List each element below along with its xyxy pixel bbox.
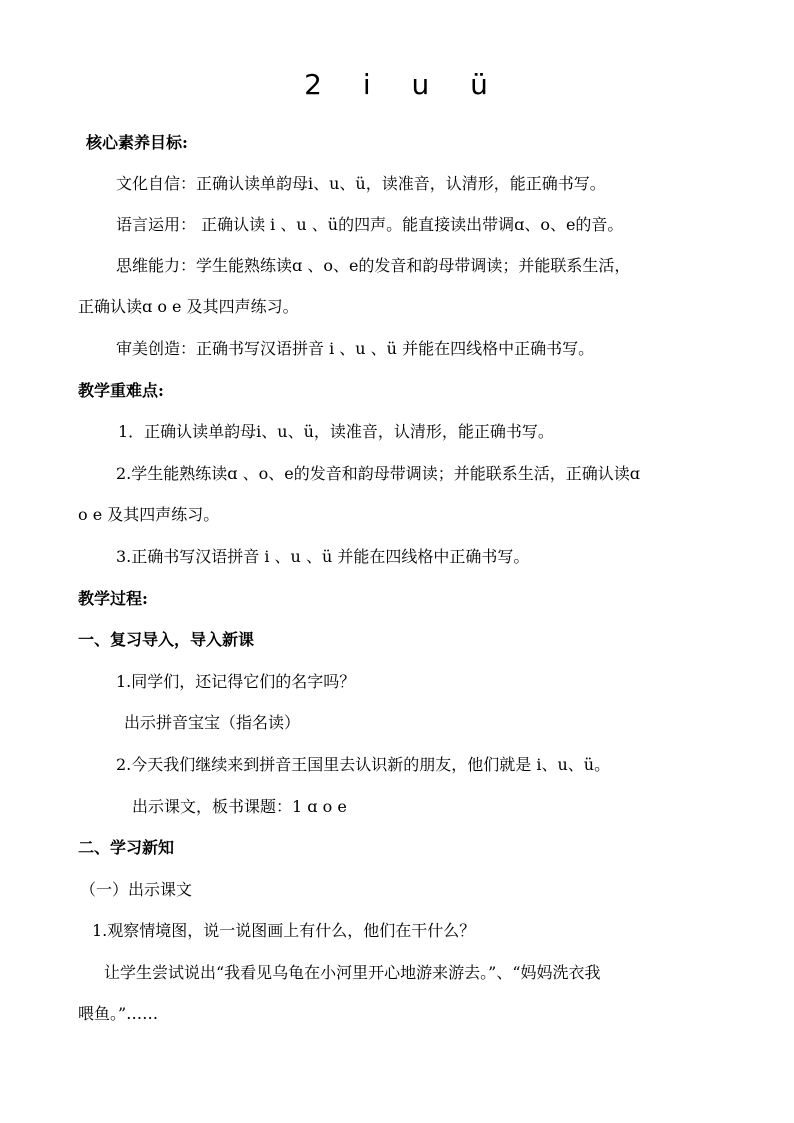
section-2-heading: 二、学习新知 (78, 838, 175, 857)
process-heading: 教学过程: (78, 589, 148, 608)
section-2-subheading: （一）出示课文 (80, 880, 193, 899)
core-goal-thinking-cont: 正确认读ɑ o e 及其四声练习。 (78, 297, 299, 316)
section-1-item-1-note: 出示拼音宝宝（指名读） (124, 713, 301, 732)
core-goal-language: 语言运用： 正确认读 i 、u 、ü的四声。能直接读出带调ɑ、o、e的音。 (116, 215, 624, 234)
section-2-item-1-example: 让学生尝试说出“我看见乌龟在小河里开心地游来游去。”、“妈妈洗衣我 (104, 963, 601, 982)
core-goal-culture: 文化自信：正确认读单韵母i、u、ü，读准音，认清形，能正确书写。 (116, 174, 606, 193)
title-letter-v: ü (470, 68, 490, 101)
core-goal-aesthetic: 审美创造：正确书写汉语拼音 i 、u 、ü 并能在四线格中正确书写。 (116, 339, 595, 358)
section-1-item-2-note: 出示课文，板书课题：1 ɑ o e (132, 797, 347, 816)
section-1-item-2: 2.今天我们继续来到拼音王国里去认识新的朋友，他们就是 i、u、ü。 (116, 755, 611, 774)
section-1-heading: 一、复习导入，导入新课 (78, 630, 255, 649)
key-point-1: 1．正确认读单韵母i、u、ü，读准音，认清形，能正确书写。 (118, 422, 554, 441)
core-goal-thinking: 思维能力：学生能熟练读ɑ 、o、e的发音和韵母带调读；并能联系生活， (116, 256, 631, 275)
key-points-heading: 教学重难点: (78, 381, 164, 400)
title-letter-u: u (411, 68, 432, 101)
lesson-title (0, 68, 794, 101)
key-point-2: 2.学生能熟练读ɑ 、o、e的发音和韵母带调读；并能联系生活，正确认读ɑ (116, 464, 640, 483)
core-goals-heading: 核心素养目标: (86, 133, 188, 152)
title-letter-i: i (362, 68, 373, 101)
section-2-item-1-example-cont: 喂鱼。”…… (78, 1004, 159, 1023)
lesson-number: 2 (304, 68, 324, 101)
key-point-2-cont: o e 及其四声练习。 (78, 505, 220, 524)
section-1-item-1: 1.同学们，还记得它们的名字吗？ (116, 672, 356, 691)
section-2-item-1: 1.观察情境图，说一说图画上有什么，他们在干什么？ (92, 921, 476, 940)
key-point-3: 3.正确书写汉语拼音 i 、u 、ü 并能在四线格中正确书写。 (116, 547, 530, 566)
